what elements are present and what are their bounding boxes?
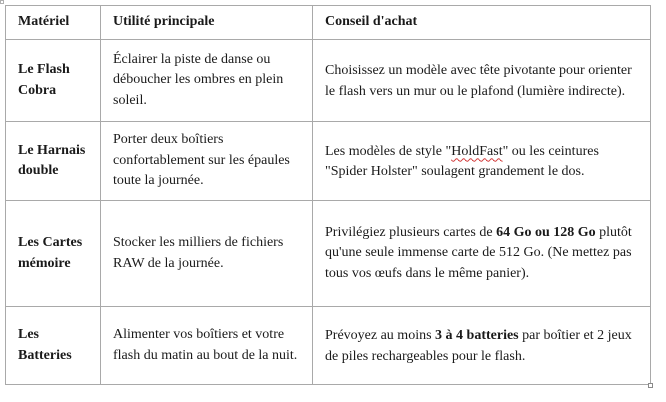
item-use-cell: Stocker les milliers de fichiers RAW de la journée.	[101, 201, 313, 307]
advice-emphasis: 3 à 4 batteries	[435, 328, 519, 343]
item-use-cell: Alimenter vos boîtiers et votre flash du matin au bout de la nuit.	[101, 307, 313, 385]
header-cell-materiel: Matériel	[6, 6, 101, 40]
item-name-cell: Le Harnais double	[6, 122, 101, 201]
item-advice-cell: Choisissez un modèle avec tête pivotante pour orienter le flash vers un mur ou le plafond (lumière indirecte).	[313, 40, 651, 122]
table-move-handle[interactable]	[0, 0, 4, 4]
advice-text: Prévoyez au moins	[325, 328, 436, 343]
advice-text: plutôt qu'une seule immense carte de 512 Go. (Ne mettez pas tous vos œufs dans le même panier).	[325, 224, 632, 281]
equipment-table-container	[5, 5, 651, 385]
advice-text: " ou les ceintures "Spider Holster" soulagent grandement le dos.	[325, 143, 599, 179]
table-row	[6, 122, 651, 201]
table-row	[6, 307, 651, 385]
item-advice-cell	[313, 201, 651, 307]
item-name-cell: Le Flash Cobra	[6, 40, 101, 122]
table-row	[6, 201, 651, 307]
equipment-table	[5, 5, 651, 385]
header-cell-conseil: Conseil d'achat	[313, 6, 651, 40]
advice-text: Les modèles de style "	[325, 143, 452, 159]
item-use-cell: Éclairer la piste de danse ou déboucher les ombres en plein soleil.	[101, 40, 313, 122]
table-resize-handle[interactable]	[648, 383, 653, 388]
spellcheck-flagged-word: HoldFast	[451, 143, 503, 159]
advice-text: Privilégiez plusieurs cartes de	[325, 224, 497, 240]
header-cell-utilite: Utilité principale	[101, 6, 313, 40]
item-name-cell: Les Batteries	[6, 307, 101, 385]
table-header-row	[6, 6, 651, 40]
advice-emphasis: 64 Go ou 128 Go	[496, 224, 596, 240]
table-row	[6, 40, 651, 122]
item-advice-cell	[313, 122, 651, 201]
item-use-cell: Porter deux boîtiers confortablement sur les épaules toute la journée.	[101, 122, 313, 201]
item-advice-cell	[313, 307, 651, 385]
item-name-cell: Les Cartes mémoire	[6, 201, 101, 307]
advice-text: par boîtier et 2 jeux de piles rechargeables pour le flash.	[325, 328, 632, 364]
